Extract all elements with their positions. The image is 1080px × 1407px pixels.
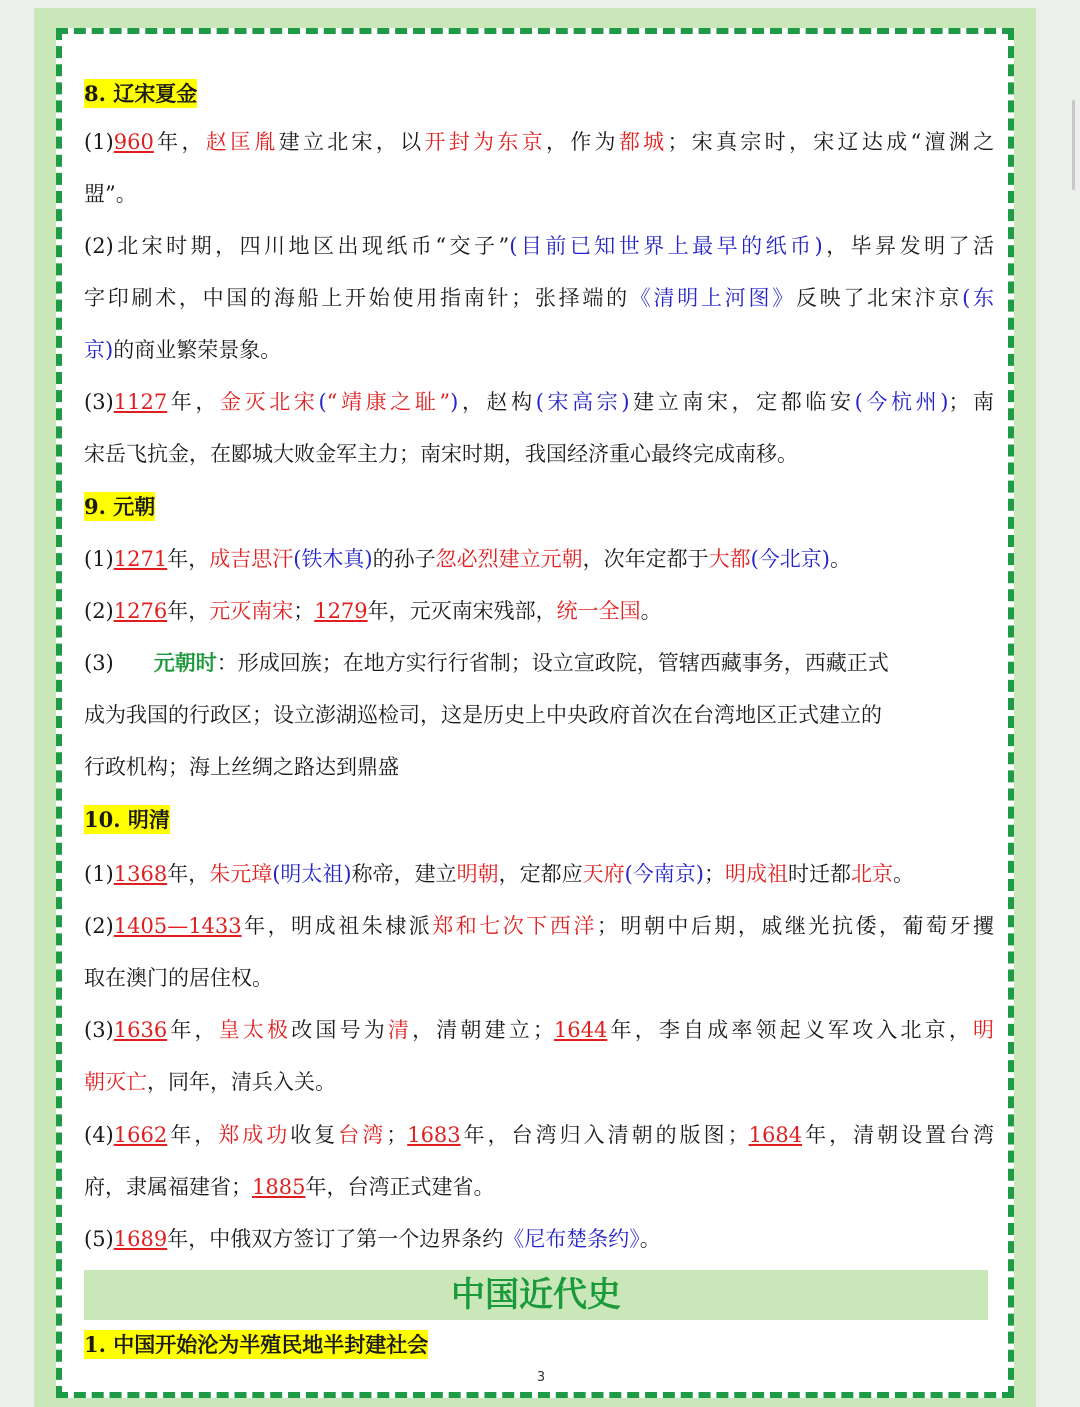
scrollbar[interactable]: [1072, 100, 1075, 190]
section-8-heading: [84, 79, 994, 109]
s8-p3-line2: 宋岳飞抗金，在郾城大败金军主力；南宋时期，我国经济重心最终完成南移。: [84, 442, 798, 466]
s8-p1-line1: (1)960年，赵匡胤建立北宋，以开封为东京，作为都城；宋真宗时，宋辽达成“澶渊之: [84, 130, 995, 154]
section-9-heading: [84, 492, 994, 522]
s10-p5: (5)1689年，中俄双方签订了第一个边界条约《尼布楚条约》。: [84, 1227, 661, 1251]
s10-p3-line2: 朝灭亡，同年，清兵入关。: [84, 1070, 336, 1094]
s8-p2-line2: 字印刷术，中国的海船上开始使用指南针；张择端的《清明上河图》反映了北宋汴京(东: [84, 286, 995, 310]
s8-p2-line3: 京)的商业繁荣景象。: [84, 338, 282, 362]
modern-section-1-heading: [84, 1330, 994, 1360]
s10-p1: (1)1368年，朱元璋(明太祖)称帝，建立明朝，定都应天府(今南京)；明成祖时迁都北京。: [84, 862, 914, 886]
s10-p4-line2: 府，隶属福建省；1885年，台湾正式建省。: [84, 1175, 495, 1199]
page-background: [34, 8, 1036, 1407]
s10-p2-line1: (2)1405—1433年，明成祖朱棣派郑和七次下西洋；明朝中后期，戚继光抗倭，葡萄牙攫: [84, 914, 995, 938]
section-8-title: 8. 辽宋夏金: [84, 81, 198, 106]
section-9-title: 9. 元朝: [84, 494, 156, 519]
s8-p2-line1: (2)北宋时期，四川地区出现纸币“交子”(目前已知世界上最早的纸币)，毕昇发明了活: [84, 234, 995, 258]
s8-p3-line1: (3)1127年，金灭北宋(“靖康之耻”)，赵构(宋高宗)建立南宋，定都临安(今杭州)；南: [84, 390, 995, 414]
section-10-title: 10. 明清: [84, 807, 170, 832]
s9-p1: (1)1271年，成吉思汗(铁木真)的孙子忽必烈建立元朝，次年定都于大都(今北京)。: [84, 547, 851, 571]
s9-p2: (2)1276年，元灭南宋；1279年，元灭南宋残部，统一全国。: [84, 599, 662, 623]
s10-p3-line1: (3)1636年，皇太极改国号为清，清朝建立；1644年，李自成率领起义军攻入北京，明: [84, 1018, 995, 1042]
s10-p4-line1: (4)1662年，郑成功收复台湾；1683年，台湾归入清朝的版图；1684年，清朝设置台湾: [84, 1123, 995, 1147]
s8-p1-line2: 盟”。: [84, 182, 137, 206]
page-number: 3: [536, 1370, 546, 1385]
s9-p3-line1: (3) 元朝时：形成回族；在地方实行行省制；设立宣政院，管辖西藏事务，西藏正式: [84, 650, 889, 675]
document-page: [56, 28, 1014, 1398]
modern-history-banner: 中国近代史: [84, 1270, 988, 1320]
s9-p3-line2: 成为我国的行政区；设立澎湖巡检司，这是历史上中央政府首次在台湾地区正式建立的: [84, 703, 882, 727]
s9-p3-line3: 行政机构；海上丝绸之路达到鼎盛: [84, 755, 399, 779]
modern-section-1-title: 1. 中国开始沦为半殖民地半封建社会: [84, 1332, 429, 1357]
section-10-heading: [84, 805, 994, 835]
s10-p2-line2: 取在澳门的居住权。: [84, 966, 273, 990]
